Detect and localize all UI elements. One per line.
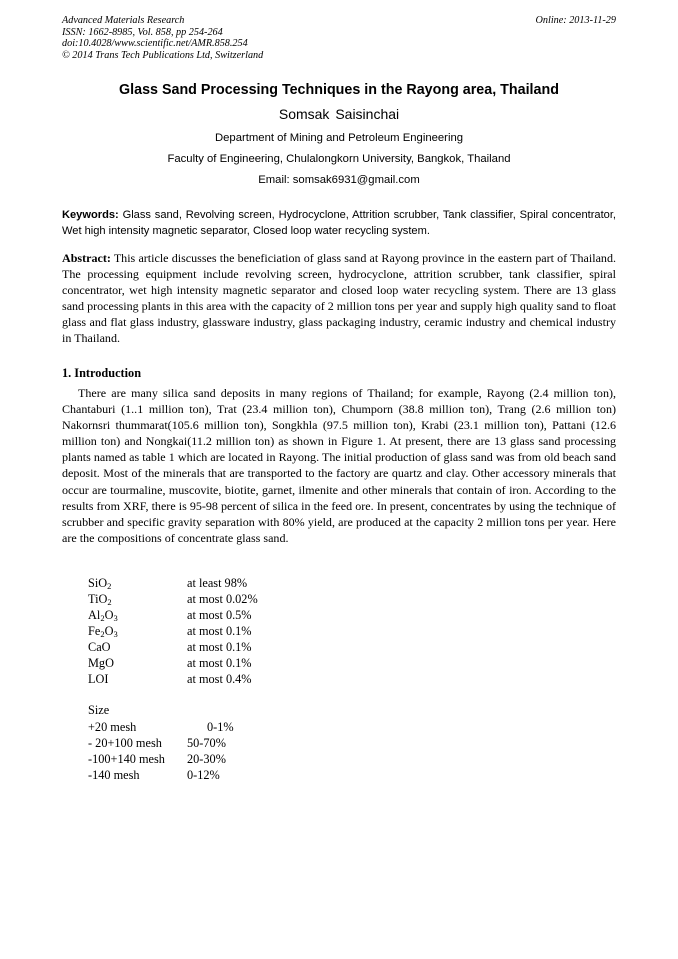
compound-name: SiO$_2$ xyxy=(88,576,112,591)
mesh-percent: 0-12% xyxy=(187,768,220,782)
keywords-block xyxy=(62,207,616,239)
compound-value: at most 0.02% xyxy=(187,592,258,606)
paper-title: Glass Sand Processing Techniques in the Rayong area, Thailand xyxy=(119,82,559,98)
section-heading-introduction: 1. Introduction xyxy=(62,366,142,380)
introduction-paragraph: There are many silica sand deposits in many regions of Thailand; for example, Rayong (2.4 million ton), Chantaburi (1..1 million ton), Trat (23.4 million ton), Chumporn (38.8 million ton), Trang (2.6 million ton) Nakornsri thummarat(105.6 million ton), Songkhla (97.5 million ton), Krabi (23.1 million ton), Pattani (12.6 million ton) and Nongkai(11.2 million ton) as shown in Figure 1. At present, there are 13 glass sand processing plants named as table 1 which are located in Rayong. The initial production of glass sand was from old beach sand deposit. Most of the minerals that are transported to the factory are quartz and clay. Other accessory minerals that occur are tourmaline, muscovite, biotite, garnet, ilmenite and other minerals that contain of iron. According to the results from XRF, there is 95-98 percent of silica in the feed ore. In present, concentrates by using the technique of scrubber and specific gravity separation with 80% yield, are produced at the capacity 2 million tons per year. Here are the compositions of concentrate glass sand. xyxy=(62,386,616,545)
mesh-percent: 20-30% xyxy=(187,752,226,766)
doi-line: doi:10.4028/www.scientific.net/AMR.858.254 xyxy=(62,38,248,49)
copyright-line: © 2014 Trans Tech Publications Ltd, Switzerland xyxy=(62,49,264,61)
compound-name: CaO xyxy=(88,640,111,654)
mesh-percent: 0-1% xyxy=(207,720,234,734)
mesh-range: -100+140 mesh xyxy=(88,752,165,766)
mesh-percent: 50-70% xyxy=(187,736,226,750)
affiliation-department: Department of Mining and Petroleum Engineering xyxy=(214,132,464,144)
size-title: Size xyxy=(88,703,110,717)
compound-name: TiO$_2$ xyxy=(88,592,112,607)
compound-name: LOI xyxy=(88,672,109,686)
abstract-block xyxy=(62,250,616,347)
affiliation-faculty: Faculty of Engineering, Chulalongkorn University, Bangkok, Thailand xyxy=(167,153,511,165)
issn-line: ISSN: 1662-8985, Vol. 858, pp 254-264 xyxy=(62,26,223,38)
compound-name: MgO xyxy=(88,656,114,670)
compound-value: at least 98% xyxy=(187,576,248,590)
compound-value: at most 0.5% xyxy=(187,608,252,622)
keywords-text: Glass sand, Revolving screen, Hydrocyclone, Attrition scrubber, Tank classifier, Spiral concentrator, Wet high intensity magnetic separator, Closed loop water recycling system. xyxy=(62,209,616,237)
compound-name: $Al_2O_3$ xyxy=(88,608,118,623)
compound-value: at most 0.4% xyxy=(187,672,252,686)
author-name: Somsak Saisinchai xyxy=(278,106,400,122)
keywords-label: Keywords: xyxy=(62,209,119,221)
mesh-range: - 20+100 mesh xyxy=(88,736,162,750)
compound-value: at most 0.1% xyxy=(187,640,252,654)
abstract-label: Abstract: xyxy=(62,251,111,265)
compound-name: $Fe_2O_3$ xyxy=(88,624,118,639)
abstract-text: This article discusses the beneficiation of glass sand at Rayong province in the eastern part of Thailand. The processing equipment include revolving screen, hydrocyclone, attrition scrubber, tank classifier, spiral concentrator, wet high intensity magnetic separator and closed loop water recycling system. There are 13 glass sand processing plants in this area with the capacity of 2 million tons per year and supply high quality sand to float glass and flat glass industry, glassware industry, glass packaging industry, ceramic industry and chemical industry in Thailand. xyxy=(62,251,616,346)
author-email: Email: somsak6931@gmail.com xyxy=(258,174,420,186)
online-date: Online: 2013-11-29 xyxy=(535,15,616,26)
mesh-range: -140 mesh xyxy=(88,768,140,782)
compound-value: at most 0.1% xyxy=(187,656,252,670)
compound-value: at most 0.1% xyxy=(187,624,252,638)
journal-name: Advanced Materials Research xyxy=(62,15,185,26)
mesh-range: +20 mesh xyxy=(88,720,137,734)
running-header xyxy=(62,15,616,61)
